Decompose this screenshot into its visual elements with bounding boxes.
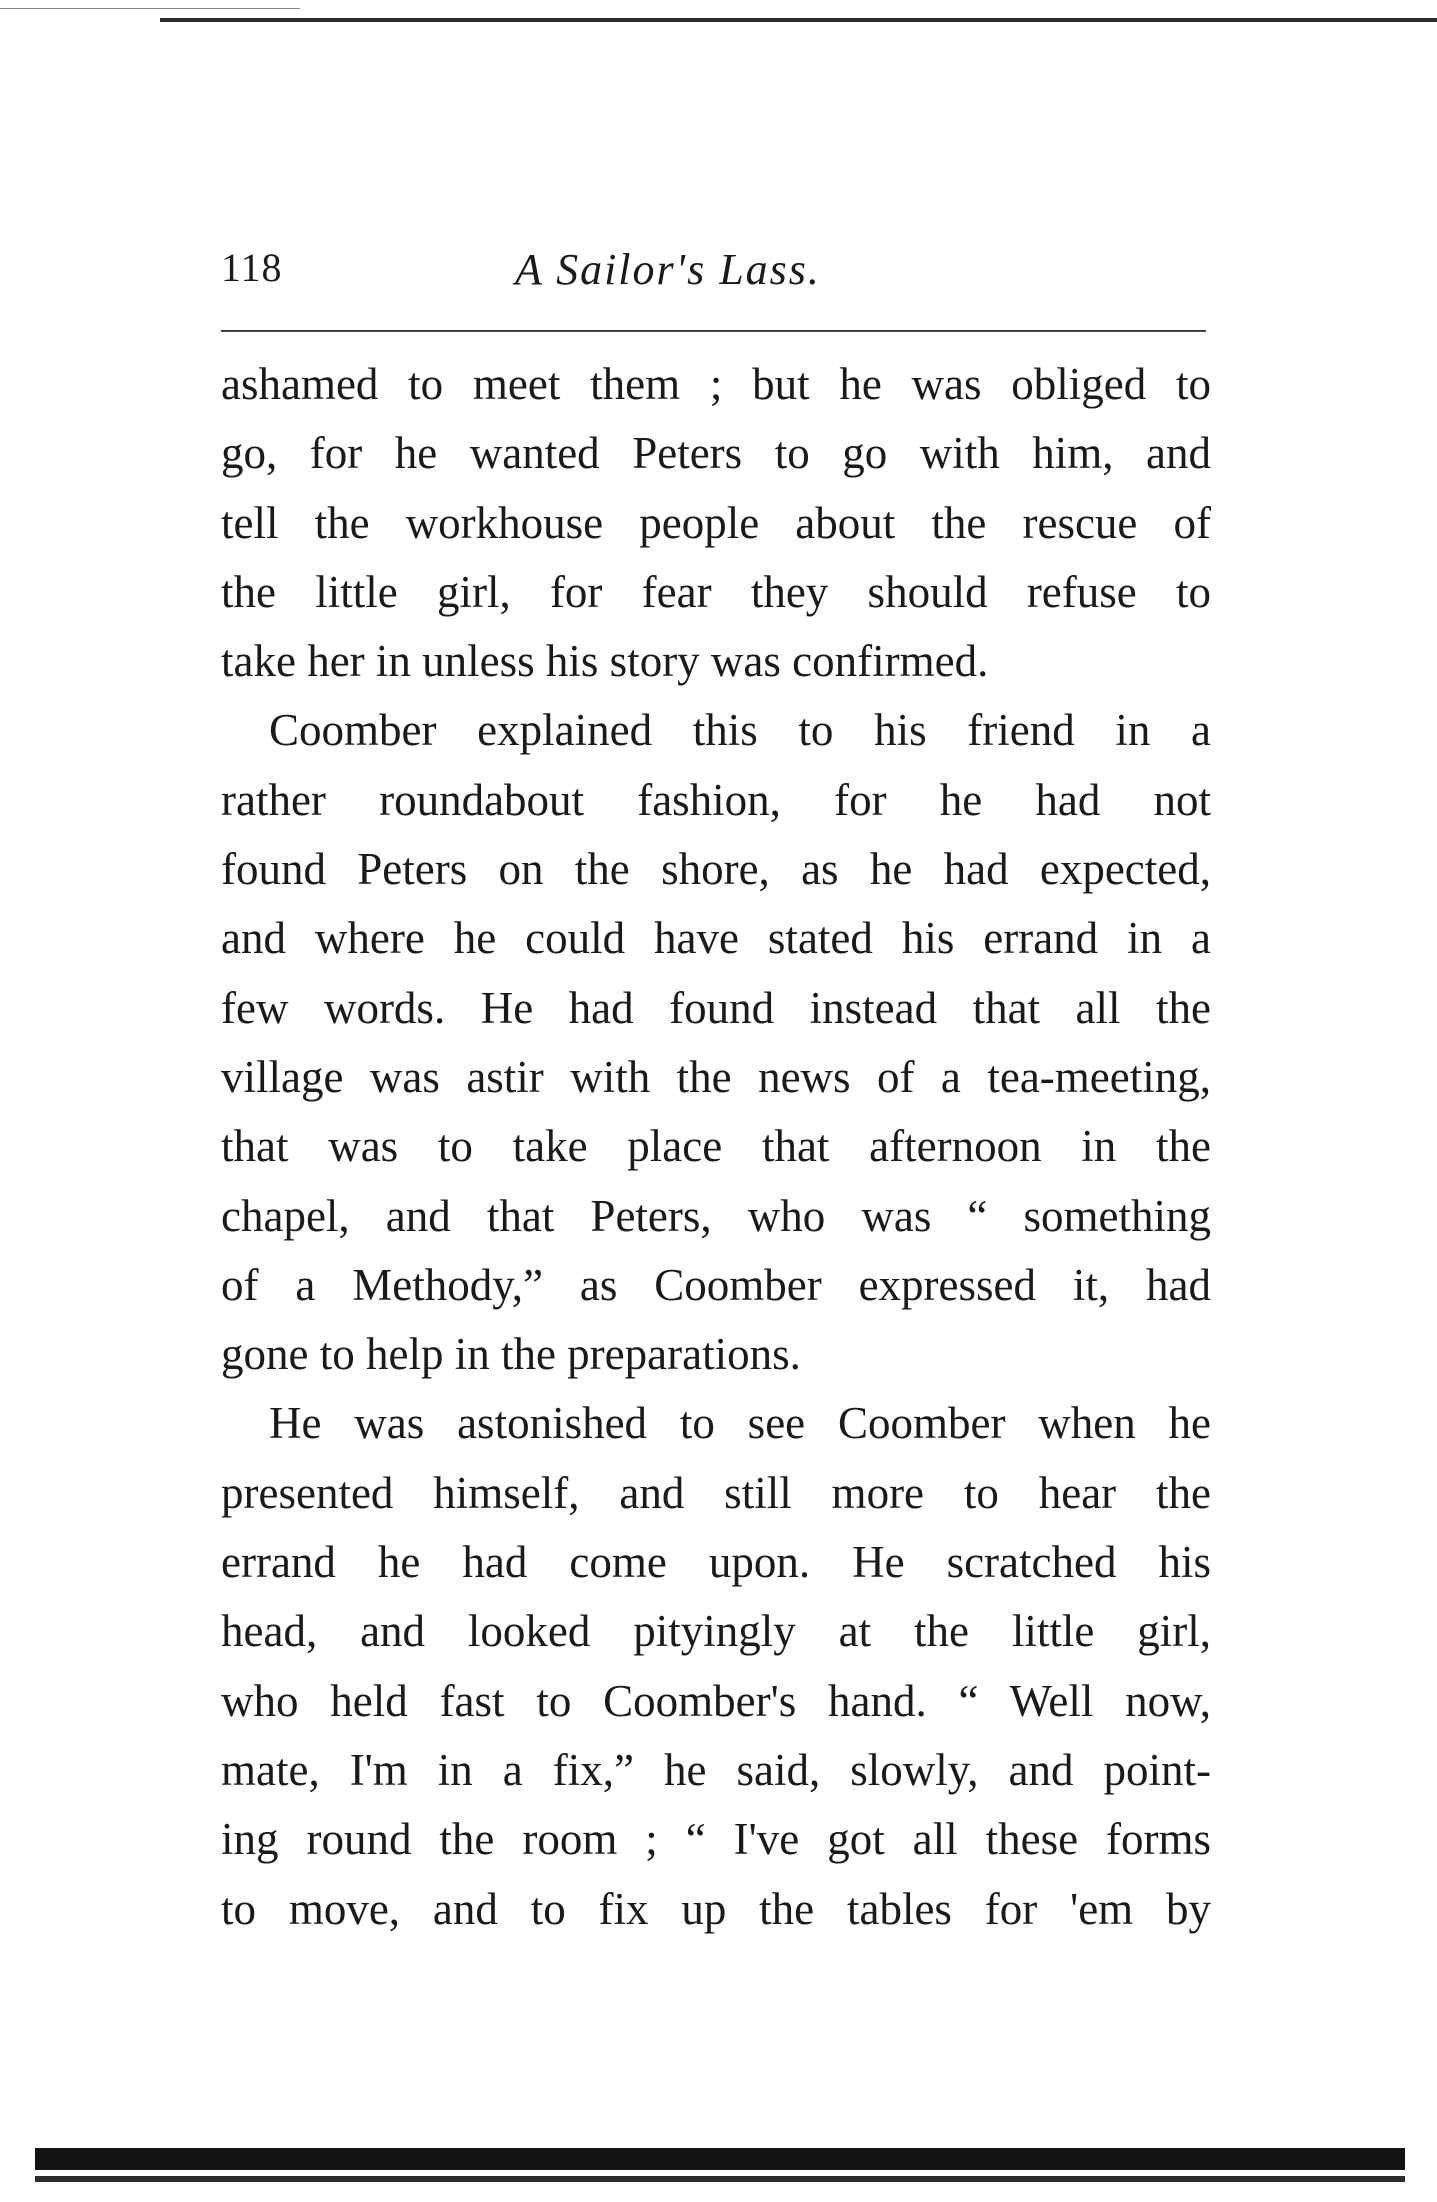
text-line: ashamed to meet them ; but he was obliged to xyxy=(221,359,1211,409)
text-line: tell the workhouse people about the rescue of xyxy=(221,497,1211,548)
text-line: go, for he wanted Peters to go with him, and xyxy=(221,428,1211,479)
text-line: and where he could have stated his errand in a xyxy=(221,913,1211,964)
running-title: A Sailor's Lass. xyxy=(515,245,821,294)
text-line: chapel, and that Peters, who was “ something xyxy=(221,1190,1211,1241)
text-line: who held fast to Coomber's hand. “ Well now, xyxy=(221,1675,1211,1726)
text-line: gone to help in the preparations. xyxy=(221,1329,801,1380)
text-line: mate, I'm in a fix,” he said, slowly, and point- xyxy=(221,1744,1211,1795)
bottom-scan-bar xyxy=(35,2148,1405,2170)
text-line: few words. He had found instead that all the xyxy=(221,982,1211,1033)
text-line: village was astir with the news of a tea-meeting, xyxy=(221,1051,1211,1102)
text-line: errand he had come upon. He scratched his xyxy=(221,1537,1211,1588)
text-line: head, and looked pityingly at the little girl, xyxy=(221,1606,1211,1657)
text-line: presented himself, and still more to hear the xyxy=(221,1467,1211,1518)
text-line: take her in unless his story was confirmed. xyxy=(221,636,989,687)
text-line: found Peters on the shore, as he had expected, xyxy=(221,844,1211,895)
text-line: He was astonished to see Coomber when he xyxy=(269,1398,1211,1449)
text-line: of a Methody,” as Coomber expressed it, had xyxy=(221,1259,1211,1310)
top-border-rule xyxy=(160,18,1437,22)
text-line: the little girl, for fear they should refuse to xyxy=(221,566,1211,617)
bottom-scan-edge xyxy=(35,2176,1405,2182)
page-number: 118 xyxy=(221,245,283,290)
top-edge-line xyxy=(0,8,300,9)
text-line: to move, and to fix up the tables for 'em by xyxy=(221,1883,1211,1934)
text-line: that was to take place that afternoon in the xyxy=(221,1121,1211,1172)
page-header xyxy=(221,244,1206,304)
text-line: Coomber explained this to his friend in a xyxy=(269,705,1211,756)
text-line: rather roundabout fashion, for he had not xyxy=(221,774,1211,825)
body-text xyxy=(221,350,1211,1944)
header-rule xyxy=(221,330,1206,332)
text-line: ing round the room ; “ I've got all these forms xyxy=(221,1814,1211,1865)
